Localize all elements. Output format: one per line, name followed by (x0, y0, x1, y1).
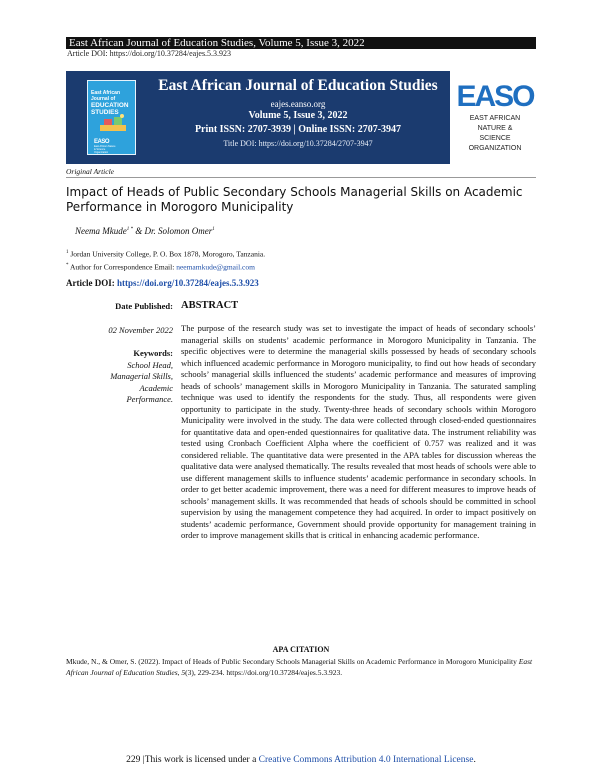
running-title: East African Journal of Education Studies, Volume 5, Issue 3, 2022 (69, 37, 365, 49)
author-separator: & (132, 226, 145, 236)
org-line-3: SCIENCE (479, 135, 511, 142)
cover-line-4: STUDIES (91, 109, 119, 116)
article-doi (66, 278, 259, 288)
article-type: Original Article (66, 167, 114, 176)
abstract-heading: ABSTRACT (181, 300, 239, 311)
volume-issue: Volume 5, Issue 3, 2022 (248, 110, 348, 121)
correspondence-line (66, 260, 265, 273)
affiliation: Jordan University College, P. O. Box 1878, Morogoro, Tanzania. (68, 249, 266, 259)
easo-logo (454, 79, 536, 111)
footer-text: |This work is licensed under a (140, 755, 259, 765)
date-published-label: Date Published: (115, 301, 173, 311)
issn: Print ISSN: 2707-3939 | Online ISSN: 2707-3947 (194, 124, 402, 135)
cover-logo-sub: East African Nature & Science Organization (94, 145, 116, 154)
organization-name (456, 114, 534, 154)
author-2: Dr. Solomon Omer (144, 226, 213, 236)
footer-end: . (473, 755, 476, 765)
affiliations (66, 247, 265, 272)
keyword-1: School Head, (127, 359, 173, 370)
correspondence-email[interactable]: neemamkude@gmail.com (176, 262, 255, 271)
easo-logo-text: EASO (456, 80, 534, 111)
citation-part-b: (3), 229-234. https://doi.org/10.37284/eajes.5.3.923. (185, 668, 343, 677)
authors (75, 226, 215, 236)
keyword-4: Performance. (126, 394, 173, 404)
author-1: Neema Mkude (75, 226, 127, 236)
banner-main (66, 71, 450, 164)
correspondence-label: Author for Correspondence Email: (68, 262, 177, 271)
journal-website: eajes.eanso.org (270, 99, 326, 109)
cover-line-3: EDUCATION (91, 102, 129, 109)
citation-text (66, 656, 536, 678)
author-1-marks: 1 * (126, 227, 133, 232)
page-footer (66, 755, 536, 765)
keyword-2: Managerial Skills, (110, 371, 173, 381)
date-published: 02 November 2022 (108, 324, 173, 335)
citation-heading: APA CITATION (272, 645, 330, 654)
org-line-2: NATURE & (477, 125, 513, 132)
paper-title: Impact of Heads of Public Secondary Schools Managerial Skills on Academic Performance in Morogoro Municipality (66, 185, 523, 214)
article-sidebar (66, 301, 173, 406)
divider (66, 177, 536, 178)
author-2-marks: 1 (212, 227, 215, 232)
journal-cover-image (87, 80, 136, 155)
cover-logo-text: EASO (94, 139, 110, 145)
cover-line-2: Journal of (91, 96, 116, 102)
org-line-4: ORGANIZATION (468, 145, 522, 152)
article-doi-label: Article DOI: (66, 278, 117, 288)
cover-illustration-icon (98, 113, 128, 133)
article-doi-link[interactable]: https://doi.org/10.37284/eajes.5.3.923 (116, 278, 259, 288)
journal-title: East African Journal of Education Studies (158, 77, 438, 94)
abstract-text: The purpose of the research study was set to investigate the impact of heads of secondary schools’ managerial skills on students’ academic performance in Morogoro Municipality in Tanzania. The specific objectives were to determine the managerial skills possessed by heads of secondary schools which influenced academic performance in Morogoro municipality, to find out how heads of secondary schools’ managerial skills influenced the students’ academic performance and measures of improving heads of schools’ management skills in Morogoro Municipality in Tanzania. The saturated sampling technique was used to identify the respondents for the study. Thus, all respondents were given opportunity to participate in the study. Twenty-three heads of secondary schools within Morogoro Municipality were involved in the study. The data were collected through closed-ended questionnaires for quantitative data and open-ended questionnaires for qualitative data. The instrument reliability was tested using Cronbach Coefficient Alpha where the coefficient of 0.757 was realized and it was considered reliable. The quantitative data were presented in the APA tables for discussion whereas the qualitative data were analysed thematically. The results revealed that most heads of schools were able to use different management skills to influence students’ academic performance in secondary schools. In order to get better academic improvement, there was a need for different measures to improve heads of schools’ management skills. It was recommended that heads of schools should be committed in school supervision by using the management competence they had acquired. In order to impact positively on students’ academic performance, Government should provide opportunity for management training in order to improve management skills that is critical in enhancing academic performance. (181, 323, 536, 540)
keyword-3: Academic (139, 382, 173, 393)
license-link[interactable]: Creative Commons Attribution 4.0 International License (258, 755, 474, 765)
org-line-1: EAST AFRICAN (469, 115, 521, 122)
header-article-doi: Article DOI: https://doi.org/10.37284/eajes.5.3.923 (67, 49, 232, 58)
affiliation-mark: 1 (66, 250, 69, 255)
citation-journal: East African Journal of Education Studies, 5 (66, 657, 533, 677)
title-doi: Title DOI: https://doi.org/10.37284/2707-3947 (223, 139, 373, 148)
cover-logo (94, 139, 116, 153)
correspondence-mark: * (66, 262, 69, 268)
affiliation-line (66, 247, 265, 260)
running-header (66, 37, 536, 49)
cover-line-1: East African (91, 90, 120, 96)
citation-part-a: Mkude, N., & Omer, S. (2022). Impact of Heads of Public Secondary Schools Managerial Skills on Academic Performance in Morogoro Municipality (66, 657, 519, 666)
journal-banner (66, 71, 536, 164)
page-number: 229 (126, 755, 141, 765)
keywords-label: Keywords: (133, 348, 173, 358)
